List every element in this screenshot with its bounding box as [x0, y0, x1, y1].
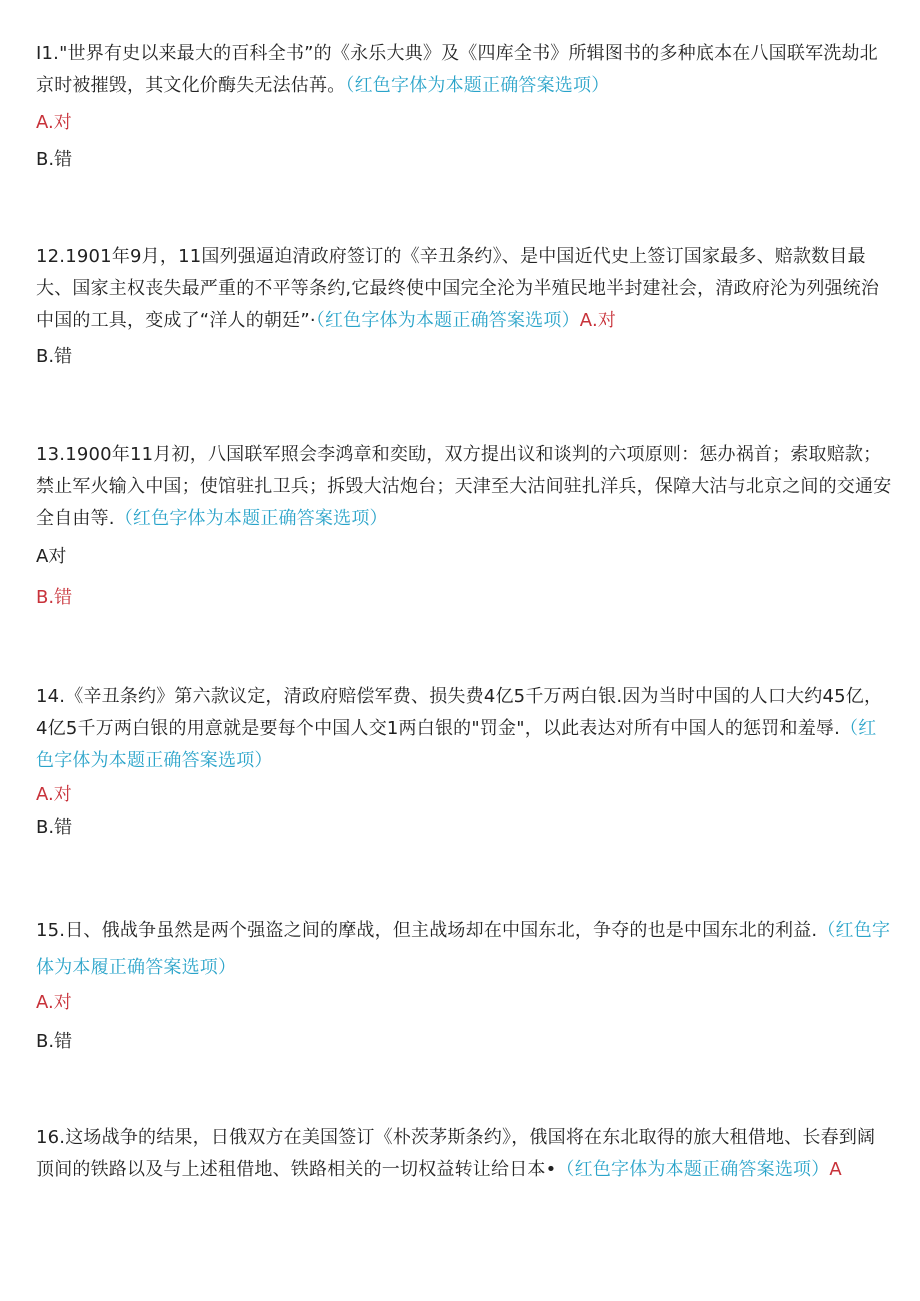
question-11-text: I1."世界有史以来最大的百科全书”的《永乐大典》及《四库全书》所辑图书的多种底本在八国联军洗劫北京时被摧毁，其文化价酶失无法估苒。	[36, 43, 878, 96]
question-15-text: 15.日、俄战争虽然是两个强盗之间的摩战，但主战场却在中国东北，争夺的也是中国东北的利益.	[36, 920, 818, 941]
question-15-option-a: A.对	[36, 992, 72, 1013]
question-13-stem	[36, 439, 892, 535]
question-16-option-a: A	[829, 1159, 842, 1180]
question-14	[36, 681, 892, 838]
question-14-stem	[36, 681, 892, 777]
question-13-hint: （红色字体为本题正确答案选项）	[114, 508, 388, 529]
question-15-stem	[36, 912, 892, 986]
question-11-hint: （红色字体为本题正确答案选项）	[345, 75, 610, 96]
question-15-option-b: B.错	[36, 1031, 73, 1052]
question-16	[36, 1122, 892, 1186]
question-12-stem	[36, 241, 892, 337]
question-12-option-a: A.对	[579, 310, 617, 331]
question-15-hint: （红色字体为本履正确答案选项）	[36, 920, 891, 978]
question-16-stem	[36, 1122, 892, 1186]
question-11	[36, 38, 892, 170]
question-16-text: 16.这场战争的结果，日俄双方在美国签订《朴茨茅斯条约》，俄国将在东北取得的旅大租借地、长春到阔顶间的铁路以及与上述租借地、铁路相关的一切权益转让给日本•	[36, 1127, 876, 1180]
question-13-option-a: A对	[36, 546, 67, 567]
question-14-text: 14.《辛丑条约》第六款议定，清政府赔偿军费、损失费4亿5千万两白银.因为当时中国的人口大约45亿，4亿5千万两白银的用意就是要每个中国人交1两白银的"罚金"，以此表达对所有中国人的惩罚和羞辱.	[36, 686, 883, 739]
question-13	[36, 439, 892, 608]
question-13-text: 13.1900年11月初，八国联军照会李鸿章和奕劻，双方提出议和谈判的六项原则：惩办祸首；索取赔款；禁止军火输入中国；使馆驻扎卫兵；拆毁大沽炮台；天津至大沽间驻扎洋兵，保障大沽与北京之间的交通安全自由等.	[36, 444, 892, 529]
question-13-option-b: B.错	[36, 587, 73, 608]
question-14-option-a: A.对	[36, 784, 72, 805]
question-12-option-b: B.错	[36, 346, 73, 367]
question-11-option-a: A.对	[36, 112, 72, 133]
question-15	[36, 912, 892, 1052]
question-12-text: 12.1901年9月，11国列强逼迫清政府签订的《辛丑条约》、是中国近代史上签订国家最多、赔款数目最大、国家主权丧失最严重的不平等条约,它最终使中国完全沦为半殖民地半封建社会，清政府沦为列强统治中国的工具，变成了“洋人的朝廷”·	[36, 246, 880, 331]
question-11-stem	[36, 38, 892, 102]
question-12-hint: （红色字体为本题正确答案选项）	[315, 310, 580, 331]
question-11-option-b: B.错	[36, 149, 73, 170]
question-14-option-b: B.错	[36, 817, 73, 838]
question-16-hint: （红色字体为本题正确答案选项）	[556, 1159, 830, 1180]
question-12	[36, 241, 892, 367]
question-14-hint: （红色字体为本题正确答案选项）	[36, 718, 877, 771]
